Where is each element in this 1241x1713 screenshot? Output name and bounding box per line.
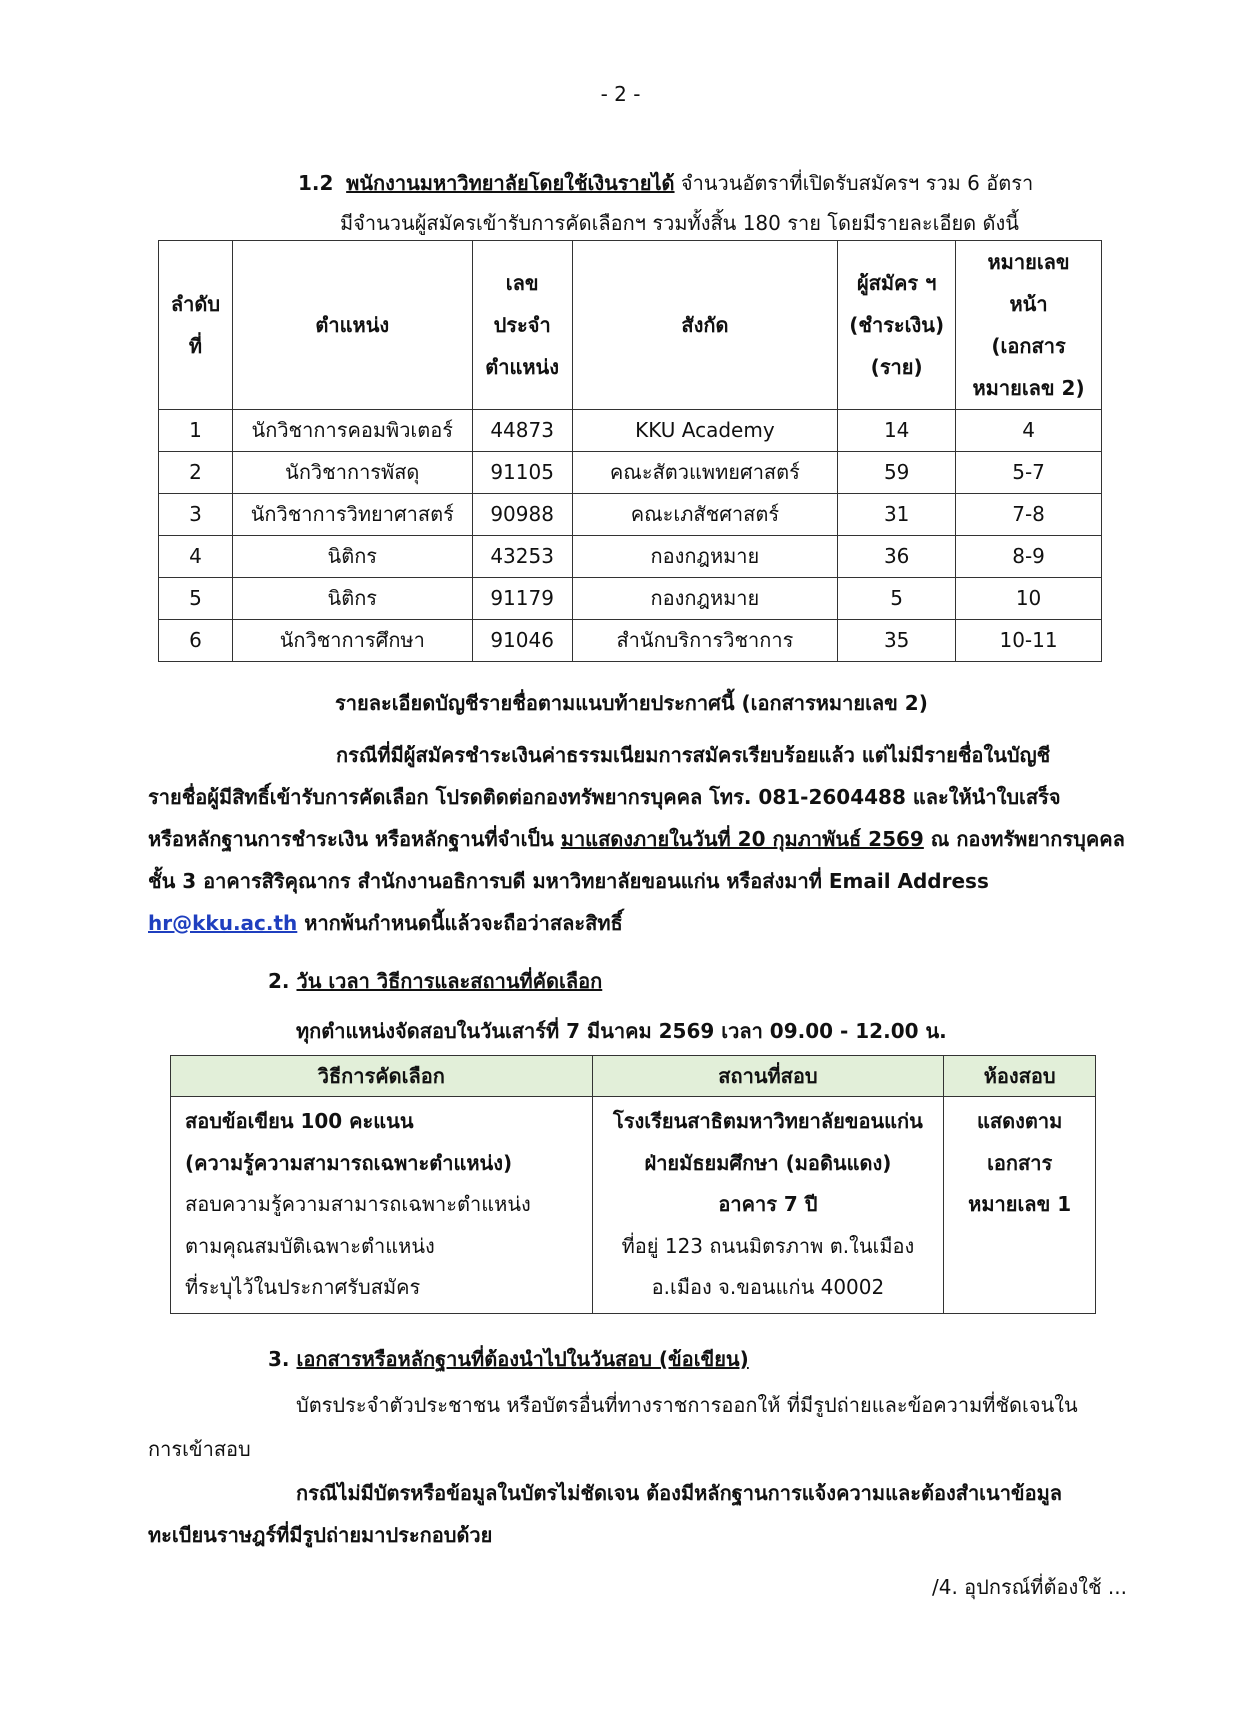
section-2-title: วัน เวลา วิธีการและสถานที่คัดเลือก [296,969,603,993]
section-number: 1.2 [298,171,334,195]
section-3-para1-line1: บัตรประจำตัวประชาชน หรือบัตรอื่นที่ทางราชการออกให้ ที่มีรูปถ่ายและข้อความที่ชัดเจนใน [296,1393,1078,1417]
cell-room: แสดงตาม เอกสาร หมายเลข 1 [944,1097,1096,1314]
header-position: ตำแหน่ง [232,241,472,410]
notice-line-2: รายชื่อผู้มีสิทธิ์เข้ารับการคัดเลือก โปรดติดต่อกองทรัพยากรบุคคล โทร. 081-2604488 และให้นำใบเสร็จ [148,785,1061,809]
exam-table-row [171,1097,1096,1314]
exam-table-header-row [171,1056,1096,1097]
section-3-title: เอกสารหรือหลักฐานที่ต้องนำไปในวันสอบ (ข้อเขียน) [296,1347,749,1371]
cell-no: 1 [159,410,233,452]
table-row [159,452,1102,494]
cell-code: 91046 [472,620,572,662]
cell-pages: 10 [956,578,1102,620]
cell-applicants: 5 [838,578,956,620]
section-intro-rest: จำนวนอัตราที่เปิดรับสมัครฯ รวม 6 อัตรา [674,171,1034,195]
table-row [159,410,1102,452]
cell-position: นักวิชาการศึกษา [232,620,472,662]
email-link[interactable]: hr@kku.ac.th [148,911,298,935]
header-position-no: เลข ประจำ ตำแหน่ง [472,241,572,410]
section-2-heading: 2. วัน เวลา วิธีการและสถานที่คัดเลือก [268,969,603,993]
cell-code: 90988 [472,494,572,536]
header-place: สถานที่สอบ [592,1056,944,1097]
cell-pages: 5-7 [956,452,1102,494]
cell-no: 2 [159,452,233,494]
notice-line-1: กรณีที่มีผู้สมัครชำระเงินค่าธรรมเนียมการสมัครเรียบร้อยแล้ว แต่ไม่มีรายชื่อในบัญชี [336,743,1051,767]
table-row [159,578,1102,620]
table-row [159,536,1102,578]
table-row [159,494,1102,536]
cell-place: โรงเรียนสาธิตมหาวิทยาลัยขอนแก่น ฝ่ายมัธยมศึกษา (มอดินแดง) อาคาร 7 ปี ที่อยู่ 123 ถนนมิตรภาพ ต.ในเมือง อ.เมือง จ.ขอนแก่น 40002 [592,1097,944,1314]
page-number: - 2 - [600,82,641,106]
table-row [159,620,1102,662]
cell-position: นักวิชาการวิทยาศาสตร์ [232,494,472,536]
cell-applicants: 35 [838,620,956,662]
cell-unit: คณะสัตวแพทยศาสตร์ [572,452,838,494]
cell-unit: สำนักบริการวิชาการ [572,620,838,662]
cell-position: นิติกร [232,536,472,578]
section-3-para2-line2: ทะเบียนราษฎร์ที่มีรูปถ่ายมาประกอบด้วย [148,1523,493,1547]
cell-pages: 7-8 [956,494,1102,536]
table-header-row [159,241,1102,410]
cell-no: 5 [159,578,233,620]
header-order: ลำดับ ที่ [159,241,233,410]
section-3-para2-line1: กรณีไม่มีบัตรหรือข้อมูลในบัตรไม่ชัดเจน ต้องมีหลักฐานการแจ้งความและต้องสำเนาข้อมูล [296,1481,1063,1505]
header-unit: สังกัด [572,241,838,410]
cell-no: 6 [159,620,233,662]
cell-unit: KKU Academy [572,410,838,452]
section-3-heading: 3. เอกสารหรือหลักฐานที่ต้องนำไปในวันสอบ (ข้อเขียน) [268,1347,749,1371]
cell-pages: 4 [956,410,1102,452]
cell-code: 91179 [472,578,572,620]
header-method: วิธีการคัดเลือก [171,1056,593,1097]
exam-date: ทุกตำแหน่งจัดสอบในวันเสาร์ที่ 7 มีนาคม 2569 เวลา 09.00 - 12.00 น. [296,1019,947,1043]
exam-table [170,1055,1096,1314]
section-3-para1-line2: การเข้าสอบ [148,1437,251,1461]
section-title: พนักงานมหาวิทยาลัยโดยใช้เงินรายได้ [346,171,675,195]
section-1-2-intro-line2: มีจำนวนผู้สมัครเข้ารับการคัดเลือกฯ รวมทั้งสิ้น 180 ราย โดยมีรายละเอียด ดังนี้ [340,211,1019,235]
cell-applicants: 59 [838,452,956,494]
cell-unit: คณะเภสัชศาสตร์ [572,494,838,536]
deadline-text: มาแสดงภายในวันที่ 20 กุมภาพันธ์ 2569 [560,827,924,851]
cell-applicants: 31 [838,494,956,536]
notice-line-3: หรือหลักฐานการชำระเงิน หรือหลักฐานที่จำเป็น มาแสดงภายในวันที่ 20 กุมภาพันธ์ 2569 ณ กองทรัพยากรบุคคล [148,827,1125,851]
notice-line-4: ชั้น 3 อาคารสิริคุณากร สำนักงานอธิการบดี มหาวิทยาลัยขอนแก่น หรือส่งมาที่ Email Address [148,869,989,893]
cell-pages: 10-11 [956,620,1102,662]
cell-applicants: 14 [838,410,956,452]
cell-position: นิติกร [232,578,472,620]
cell-unit: กองกฎหมาย [572,578,838,620]
cell-pages: 8-9 [956,536,1102,578]
header-room: ห้องสอบ [944,1056,1096,1097]
cell-position: นักวิชาการคอมพิวเตอร์ [232,410,472,452]
cell-applicants: 36 [838,536,956,578]
cell-position: นักวิชาการพัสดุ [232,452,472,494]
section-1-2-intro [298,168,1033,198]
header-applicants: ผู้สมัคร ฯ (ชำระเงิน) (ราย) [838,241,956,410]
cell-code: 43253 [472,536,572,578]
cell-unit: กองกฎหมาย [572,536,838,578]
cell-no: 3 [159,494,233,536]
cell-code: 44873 [472,410,572,452]
positions-table [158,240,1102,662]
cell-code: 91105 [472,452,572,494]
cell-no: 4 [159,536,233,578]
notice-line-5: hr@kku.ac.th หากพ้นกำหนดนี้แล้วจะถือว่าสละสิทธิ์ [148,911,623,935]
header-page-ref: หมายเลข หน้า (เอกสาร หมายเลข 2) [956,241,1102,410]
cell-method: สอบข้อเขียน 100 คะแนน (ความรู้ความสามารถเฉพาะตำแหน่ง) สอบความรู้ความสามารถเฉพาะตำแหน่ง ตามคุณสมบัติเฉพาะตำแหน่ง ที่ระบุไว้ในประกาศรับสมัคร [171,1097,593,1314]
continuation-note: /4. อุปกรณ์ที่ต้องใช้ ... [931,1575,1127,1599]
details-note: รายละเอียดบัญชีรายชื่อตามแนบท้ายประกาศนี้ (เอกสารหมายเลข 2) [335,691,928,715]
